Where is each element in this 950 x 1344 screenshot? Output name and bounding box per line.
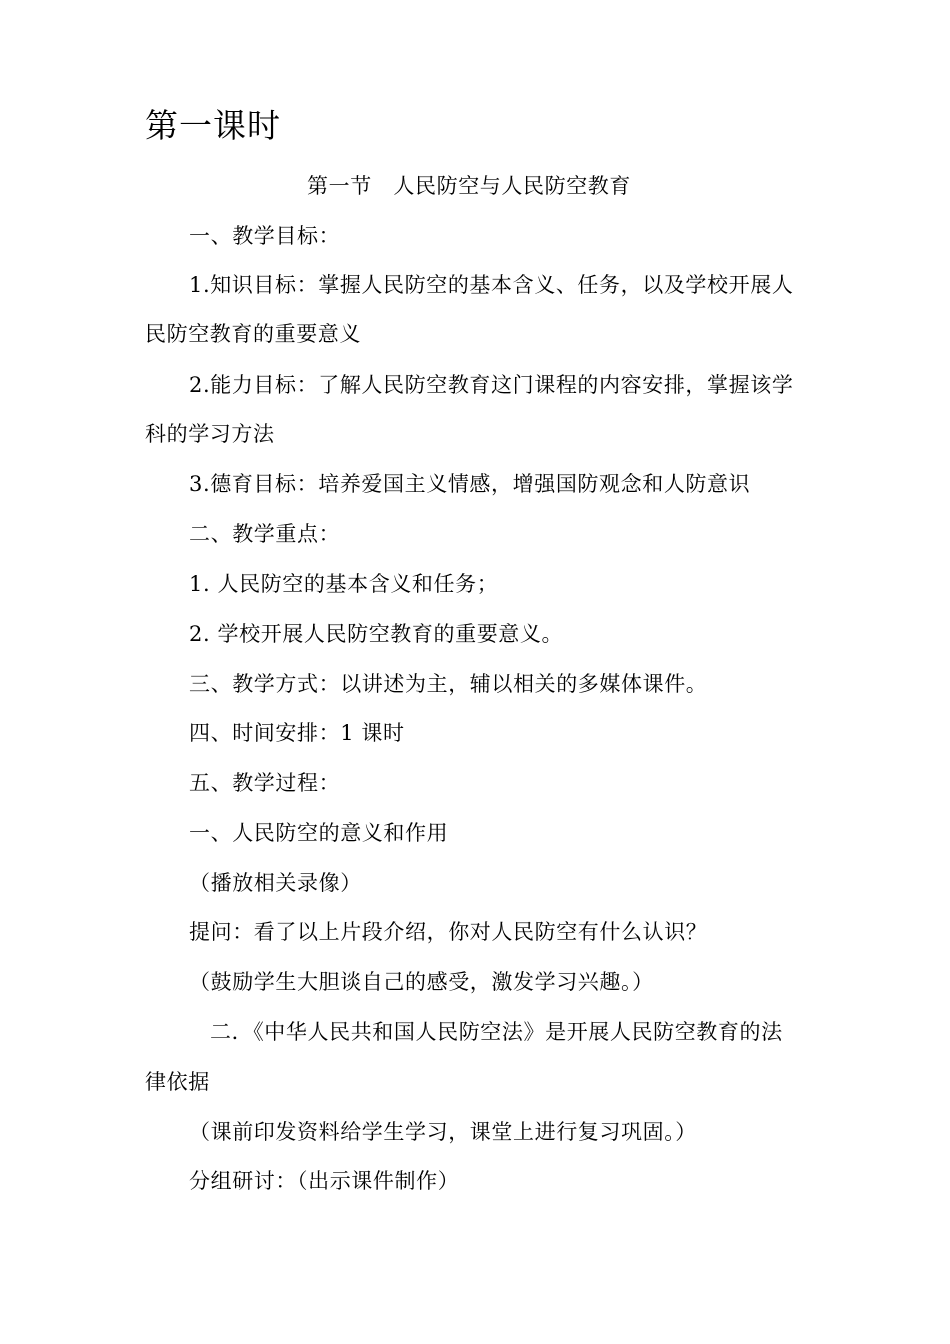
knowledge-goal-line1: 1.知识目标：掌握人民防空的基本含义、任务，以及学校开展人 [189, 273, 794, 297]
key-point-item: 2. 学校开展人民防空教育的重要意义。 [189, 622, 564, 646]
process-part2-title-line2: 律依据 [145, 1070, 210, 1094]
process-part2-note: （课前印发资料给学生学习，课堂上进行复习巩固。） [189, 1120, 697, 1144]
process-part1-title: 一、人民防空的意义和作用 [189, 821, 449, 845]
process-part1-question: 提问：看了以上片段介绍，你对人民防空有什么认识？ [189, 920, 708, 944]
process-part2-group: 分组研讨：（出示课件制作） [189, 1169, 460, 1193]
ability-goal-line1: 2.能力目标：了解人民防空教育这门课程的内容安排，掌握该学 [189, 373, 794, 397]
teaching-goals-heading: 一、教学目标： [189, 224, 341, 248]
ability-goal-line2: 科的学习方法 [145, 422, 275, 446]
process-heading: 五、教学过程： [189, 771, 341, 795]
key-points-heading: 二、教学重点： [189, 522, 341, 546]
moral-goal: 3.德育目标：培养爱国主义情感，增强国防观念和人防意识 [189, 472, 751, 496]
knowledge-goal-line2: 民防空教育的重要意义 [145, 322, 361, 346]
time-arrangement: 四、时间安排：1 课时 [189, 721, 405, 745]
section-title: 第一节 人民防空与人民防空教育 [307, 174, 631, 198]
process-part2-title-line1: 二．《中华人民共和国人民防空法》是开展人民防空教育的法 [210, 1020, 783, 1044]
process-part1-note: （播放相关录像） [189, 871, 362, 895]
page-heading: 第一课时 [145, 106, 281, 145]
teaching-method: 三、教学方式：以讲述为主，辅以相关的多媒体课件。 [189, 672, 708, 696]
process-part1-encourage: （鼓励学生大胆谈自己的感受，激发学习兴趣。） [189, 970, 654, 994]
key-point-item: 1. 人民防空的基本含义和任务； [189, 572, 499, 596]
